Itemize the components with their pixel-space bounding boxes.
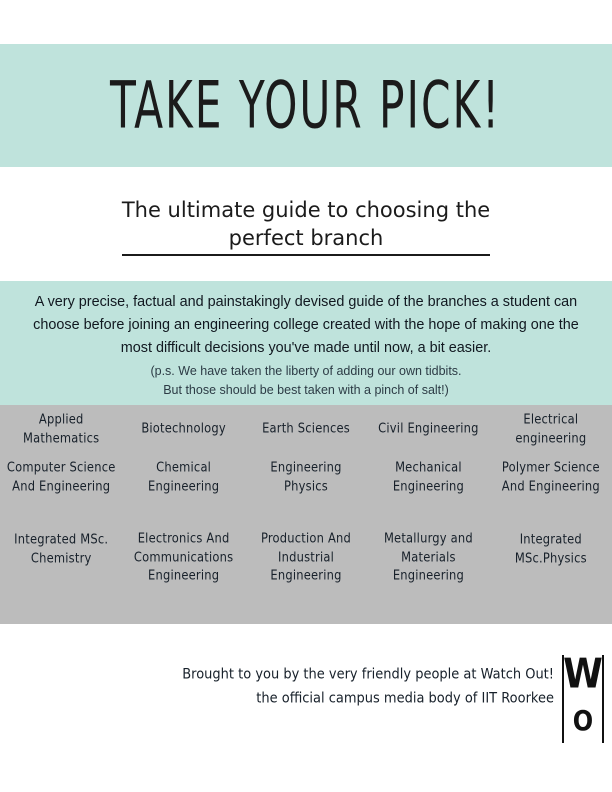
branch-cell[interactable] bbox=[490, 452, 612, 514]
branch-cell[interactable] bbox=[0, 514, 122, 624]
watch-out-logo bbox=[562, 650, 604, 743]
branch-cell[interactable] bbox=[490, 405, 612, 452]
branch-cell[interactable] bbox=[245, 514, 367, 624]
logo-letter-w: W bbox=[563, 650, 603, 698]
branch-label: Earth Sciences bbox=[262, 420, 350, 436]
branch-label: Engineering Physics bbox=[270, 459, 342, 494]
branch-label: Chemical Engineering bbox=[148, 459, 220, 494]
grid-row bbox=[0, 405, 612, 452]
branch-cell[interactable] bbox=[490, 514, 612, 624]
subtitle-container bbox=[0, 196, 612, 256]
page-title: TAKE YOUR PICK! bbox=[110, 67, 502, 144]
title-banner bbox=[0, 44, 612, 167]
branch-label: Production And Industrial Engineering bbox=[260, 530, 352, 584]
branch-label: Civil Engineering bbox=[378, 420, 479, 436]
branch-label: Mechanical Engineering bbox=[392, 459, 465, 494]
branch-cell[interactable] bbox=[122, 514, 244, 624]
footer-credit bbox=[182, 663, 554, 711]
branch-label: Electrical engineering bbox=[515, 410, 587, 446]
subtitle-line-1: The ultimate guide to choosing the bbox=[121, 198, 491, 222]
branch-label: Biotechnology bbox=[141, 420, 226, 436]
branch-label: Computer Science And Engineering bbox=[6, 459, 116, 494]
branch-cell[interactable] bbox=[245, 405, 367, 452]
postscript-line-2: But those should be best taken with a pinch of salt!) bbox=[163, 382, 449, 397]
description-text: A very precise, factual and painstakingly devised guide of the branches a student can choose before joining an engineering college created with the hope of making one the most difficult decisions you've made until now, a bit easier. bbox=[33, 294, 579, 357]
branch-label: Metallurgy and Materials Engineering bbox=[383, 530, 473, 584]
subtitle-line-2: perfect branch bbox=[228, 226, 384, 251]
branches-grid bbox=[0, 405, 612, 624]
branch-label: Polymer Science And Engineering bbox=[501, 459, 600, 494]
logo-letter-o: O bbox=[572, 704, 594, 738]
subtitle bbox=[122, 196, 490, 256]
branch-label: Integrated MSc. Chemistry bbox=[14, 531, 109, 566]
branch-label: Electronics And Communications Engineering bbox=[133, 530, 234, 584]
footer-line-1: Brought to you by the very friendly people at Watch Out! bbox=[182, 666, 554, 683]
grid-row bbox=[0, 452, 612, 514]
branch-label: Integrated MSc.Physics bbox=[514, 531, 587, 566]
branch-cell[interactable] bbox=[367, 452, 489, 514]
branch-cell[interactable] bbox=[122, 405, 244, 452]
branch-cell[interactable] bbox=[245, 452, 367, 514]
grid-row bbox=[0, 514, 612, 624]
footer bbox=[0, 650, 612, 745]
branch-label: Applied Mathematics bbox=[23, 410, 100, 446]
branch-cell[interactable] bbox=[0, 452, 122, 514]
branch-cell[interactable] bbox=[122, 452, 244, 514]
branch-cell[interactable] bbox=[367, 405, 489, 452]
branch-cell[interactable] bbox=[367, 514, 489, 624]
branch-cell[interactable] bbox=[0, 405, 122, 452]
postscript-line-1: (p.s. We have taken the liberty of adding our own tidbits. bbox=[150, 364, 462, 378]
footer-line-2: the official campus media body of IIT Roorkee bbox=[256, 690, 554, 707]
postscript-text bbox=[0, 362, 612, 400]
